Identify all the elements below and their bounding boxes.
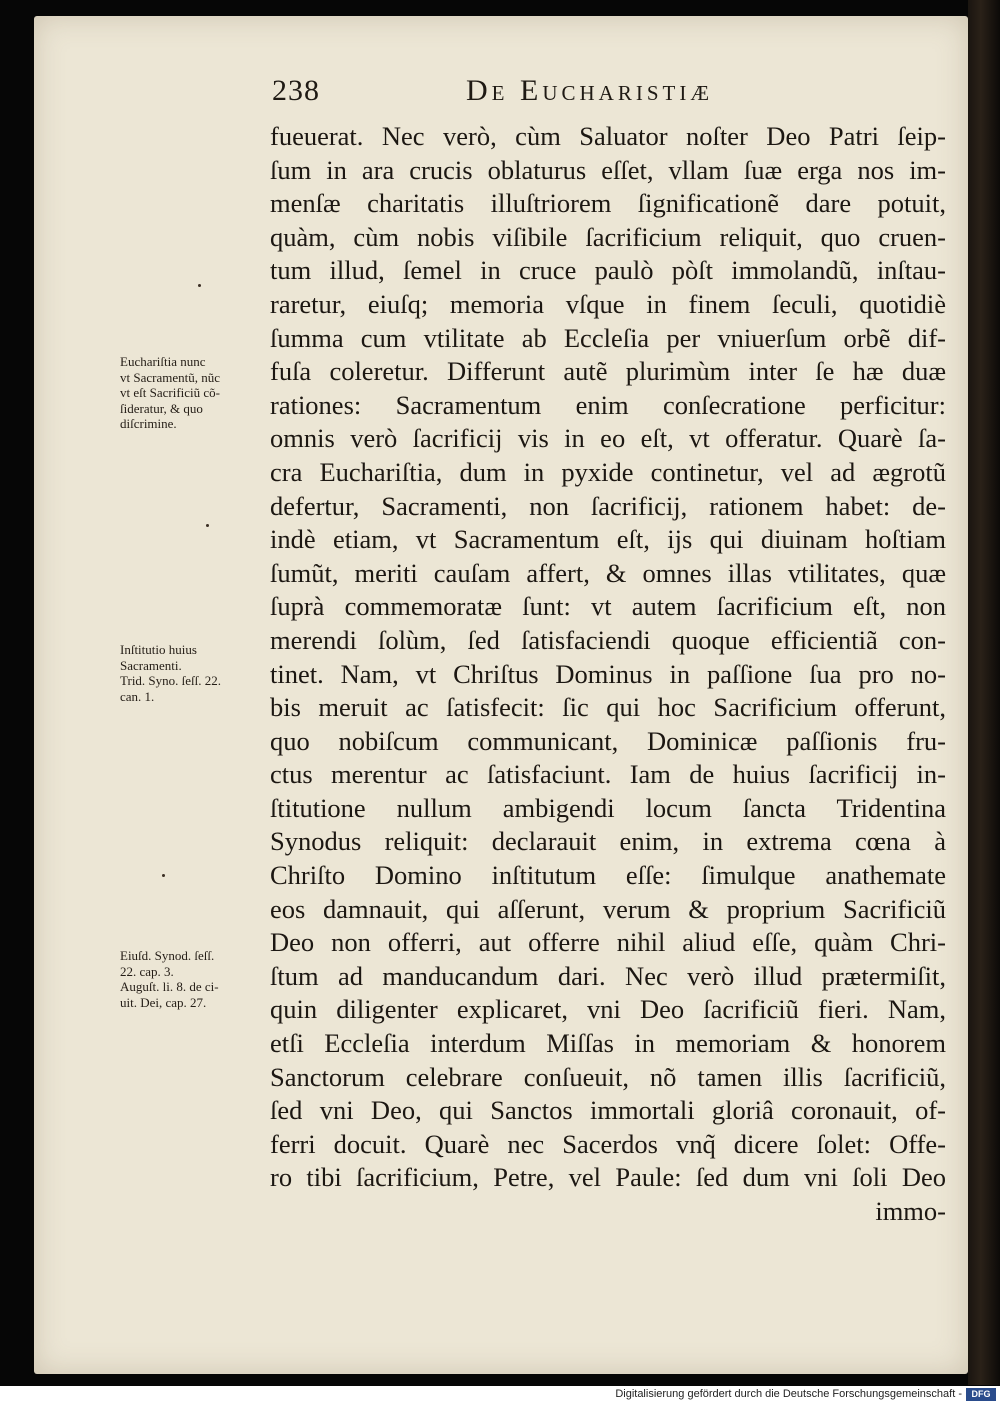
paper-speck — [162, 874, 165, 877]
text-line: Sanctorum celebrare conſueuit, nõ tamen illis ſacrificiũ, — [270, 1061, 946, 1092]
text-line: ro tibi ſacrificium, Petre, vel Paule: ſed dum vni ſoli Deo — [270, 1162, 946, 1193]
text-line: eos damnauit, qui aſſerunt, verum & proprium Sacrificiũ — [270, 893, 946, 924]
margin-note-line: Sacramenti. — [120, 657, 182, 673]
margin-note-line: Trid. Syno. ſeſſ. 22. — [120, 673, 222, 688]
margin-note-line: uit. Dei, cap. 27. — [120, 994, 207, 1010]
text-line: quo nobiſcum communicant, Dominicæ paſſionis fru- — [270, 725, 946, 756]
text-line: rationes: Sacramentum enim conſecratione perficitur: — [270, 389, 946, 420]
text-line: cra Euchariſtia, dum in pyxide continetur, vel ad ægrotũ — [270, 456, 946, 487]
margin-note-line: Auguſt. li. 8. de ci- — [120, 979, 219, 994]
page-number: 238 — [272, 74, 320, 107]
book-cover-edge — [968, 0, 1000, 1385]
text-line: bis meruit ac ſatisfecit: ſic qui hoc Sacrificium offerunt, — [270, 692, 946, 723]
text-line: menſæ charitatis illuſtriorem ſignificationẽ dare potuit, — [270, 188, 946, 219]
text-line: ſumma cum vtilitate ab Eccleſia per vniuerſum orbẽ dif- — [270, 322, 946, 353]
text-line: raretur, eiuſq; memoria vſque in finem ſeculi, quotidiè — [270, 288, 946, 319]
text-line: ferri docuit. Quarè nec Sacerdos vnq̃ dicere ſolet: Offe- — [270, 1128, 946, 1159]
text-line: quin diligenter explicaret, vni Deo ſacrificiũ fieri. Nam, — [270, 994, 946, 1025]
margin-note-line: diſcrimine. — [120, 416, 177, 431]
margin-note-line: Inſtitutio huius — [120, 642, 197, 657]
text-line: ſum in ara crucis oblaturus eſſet, vllam ſuæ erga nos im- — [270, 154, 946, 185]
text-line: defertur, Sacramenti, non ſacrificij, rationem habet: de- — [270, 490, 946, 521]
body-text — [270, 120, 946, 1229]
dfg-logo: DFG — [966, 1388, 996, 1401]
text-line: ſuprà commemoratæ ſunt: vt autem ſacrificium eſt, non — [270, 591, 946, 622]
footer-credit: Digitalisierung gefördert durch die Deutsche Forschungsgemeinschaft - — [615, 1388, 962, 1400]
text-line: indè etiam, vt Sacramentum eſt, ijs qui diuinam hoſtiam — [270, 524, 946, 555]
text-line: Synodus reliquit: declarauit enim, in extrema cœna à — [270, 826, 946, 857]
paper-speck — [198, 284, 201, 287]
text-line: immo- — [875, 1196, 946, 1226]
text-line: tinet. Nam, vt Chriſtus Dominus in paſſione ſua pro no- — [270, 658, 946, 689]
text-line: ſtitutione nullum ambigendi locum ſancta Tridentina — [270, 792, 946, 823]
text-line: etſi Eccleſia interdum Miſſas in memoriam & honorem — [270, 1028, 946, 1059]
page-paper — [34, 16, 968, 1374]
text-line: ſed vni Deo, qui Sanctos immortali gloriâ coronauit, of- — [270, 1095, 946, 1126]
margin-note-eucharistia — [120, 354, 270, 432]
margin-note-line: Eiuſd. Synod. ſeſſ. — [120, 948, 215, 963]
paper-speck — [206, 524, 209, 527]
margin-note-institutio — [120, 642, 270, 704]
margin-note-line: 22. cap. 3. — [120, 963, 174, 979]
margin-note-line: ſideratur, & quo — [120, 400, 203, 416]
text-line: ſumũt, meriti cauſam affert, & omnes illas vtilitates, quæ — [270, 557, 946, 588]
margin-note-line: vt Sacramentũ, nũc — [120, 369, 220, 385]
text-line: quàm, cùm nobis viſibile ſacrificium reliquit, quo cruen- — [270, 221, 946, 252]
margin-note-line: can. 1. — [120, 688, 155, 704]
page-header — [34, 74, 968, 124]
text-line: Deo non offerri, aut offerre nihil aliud eſſe, quàm Chri- — [270, 927, 946, 958]
margin-note-eiusd-synod — [120, 948, 270, 1010]
running-head: De Eucharistiæ — [466, 74, 713, 107]
text-line: ſtum ad manducandum dari. Nec verò illud prætermiſit, — [270, 960, 946, 991]
margin-note-line: vt eſt Sacrificiũ cõ- — [120, 385, 220, 400]
text-line: merendi ſolùm, ſed ſatisfaciendi quoque efficientiã con- — [270, 624, 946, 655]
text-line: Chriſto Domino inſtitutum eſſe: ſimulque anathemate — [270, 860, 946, 891]
text-line: tum illud, ſemel in cruce paulò pòſt immolandũ, inſtau- — [270, 255, 946, 286]
margin-note-line: Euchariſtia nunc — [120, 354, 206, 369]
text-line: omnis verò ſacrificij vis in eo eſt, vt offeratur. Quarè ſa- — [270, 423, 946, 454]
text-line: fueuerat. Nec verò, cùm Saluator noſter Deo Patri ſeip- — [270, 121, 946, 151]
footer-bar — [0, 1386, 1000, 1404]
text-line: ctus merentur ac ſatisfaciunt. Iam de huius ſacrificij in- — [270, 759, 946, 790]
text-line: fuſa coleretur. Differunt autẽ plurimùm inter ſe hæ duæ — [270, 356, 946, 387]
